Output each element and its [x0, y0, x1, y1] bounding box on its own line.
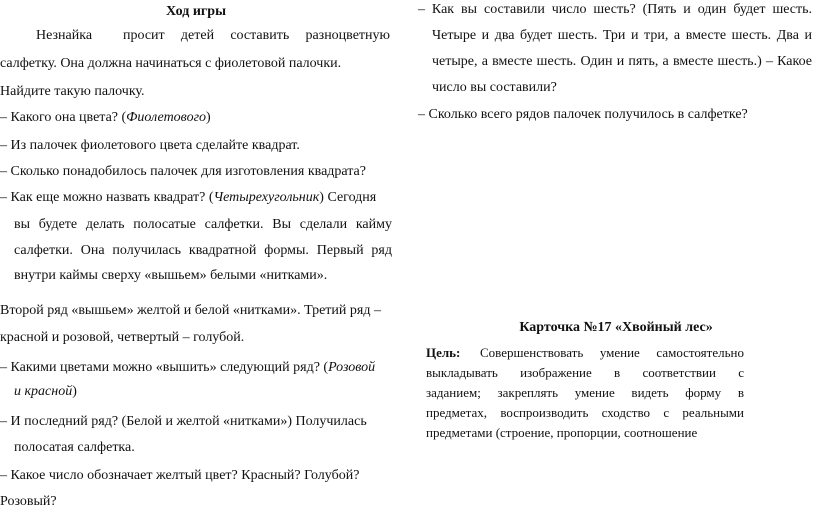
- question-color: – Какого она цвета? (Фиолетового): [0, 110, 211, 125]
- intro-line-3: Найдите такую палочку.: [0, 84, 145, 99]
- instruction-square: – Из палочек фиолетового цвета сделайте квадрат.: [0, 138, 300, 153]
- question-last-row: – И последний ряд? (Белой и желтой «нитками») Получилась: [0, 414, 367, 429]
- question-count: – Сколько понадобилось палочек для изготовления квадрата?: [0, 164, 366, 179]
- intro-line-2: салфетку. Она должна начинаться с фиолетовой палочки.: [0, 56, 342, 71]
- question-square-name: – Как еще можно назвать квадрат? (Четырехугольник) Сегодня: [0, 190, 377, 205]
- paragraph-line: красной и розовой, четвертый – голубой.: [0, 330, 245, 345]
- question-rows: – Сколько всего рядов палочек получилось в салфетке?: [418, 107, 748, 122]
- answer-continuation: и красной): [14, 384, 77, 399]
- card-title: Карточка №17 «Хвойный лес»: [519, 320, 713, 335]
- question-next-row: – Какими цветами можно «вышить» следующий ряд? (Розовой: [0, 360, 376, 375]
- section-title: Ход игры: [166, 4, 226, 19]
- text-line: вы будете делать полосатые салфетки. Вы сделали кайму: [14, 217, 392, 232]
- text-line: Розовый?: [0, 494, 57, 509]
- text-line: полосатая салфетка.: [14, 440, 135, 455]
- goal-line: предметами (строение, пропорции, соотношение: [426, 425, 698, 440]
- text-line: салфетки. Она получилась квадратной формы. Первый ряд: [14, 243, 392, 258]
- answer-pink: Розовой: [328, 360, 376, 375]
- text-line: четыре, а вместе шесть. Один и пять, а вместе шесть.) – Какое: [432, 54, 812, 69]
- intro-line-1: [0, 26, 396, 46]
- text-line: внутри каймы сверху «вышьем» белыми «нитками».: [14, 268, 328, 283]
- goal-line: заданием; закреплять умение видеть форму в: [426, 385, 744, 400]
- question-six: – Как вы составили число шесть? (Пять и один будет шесть.: [418, 2, 812, 17]
- answer-quadrilateral: Четырехугольник: [213, 190, 320, 205]
- goal-line: предметах, воспроизводить сходство с реальными: [426, 405, 744, 420]
- intro-name: Незнайка: [36, 28, 93, 43]
- goal-line-1: Цель: Совершенствовать умение самостоятельно: [426, 345, 744, 360]
- answer-red: и красной: [14, 384, 73, 399]
- answer-violet: Фиолетового: [126, 110, 207, 125]
- intro-rest: просит детей составить разноцветную: [123, 28, 390, 43]
- text-line: число вы составили?: [432, 80, 557, 95]
- question-number-color: – Какое число обозначает желтый цвет? Красный? Голубой?: [0, 468, 360, 483]
- paragraph-line: Второй ряд «вышьем» желтой и белой «нитками». Третий ряд –: [0, 303, 381, 318]
- goal-line: выкладывать изображение в соответствии с: [426, 365, 744, 380]
- goal-label: Цель:: [426, 345, 461, 360]
- text-line: Четыре и два будет шесть. Три и три, а вместе шесть. Два и: [432, 28, 812, 43]
